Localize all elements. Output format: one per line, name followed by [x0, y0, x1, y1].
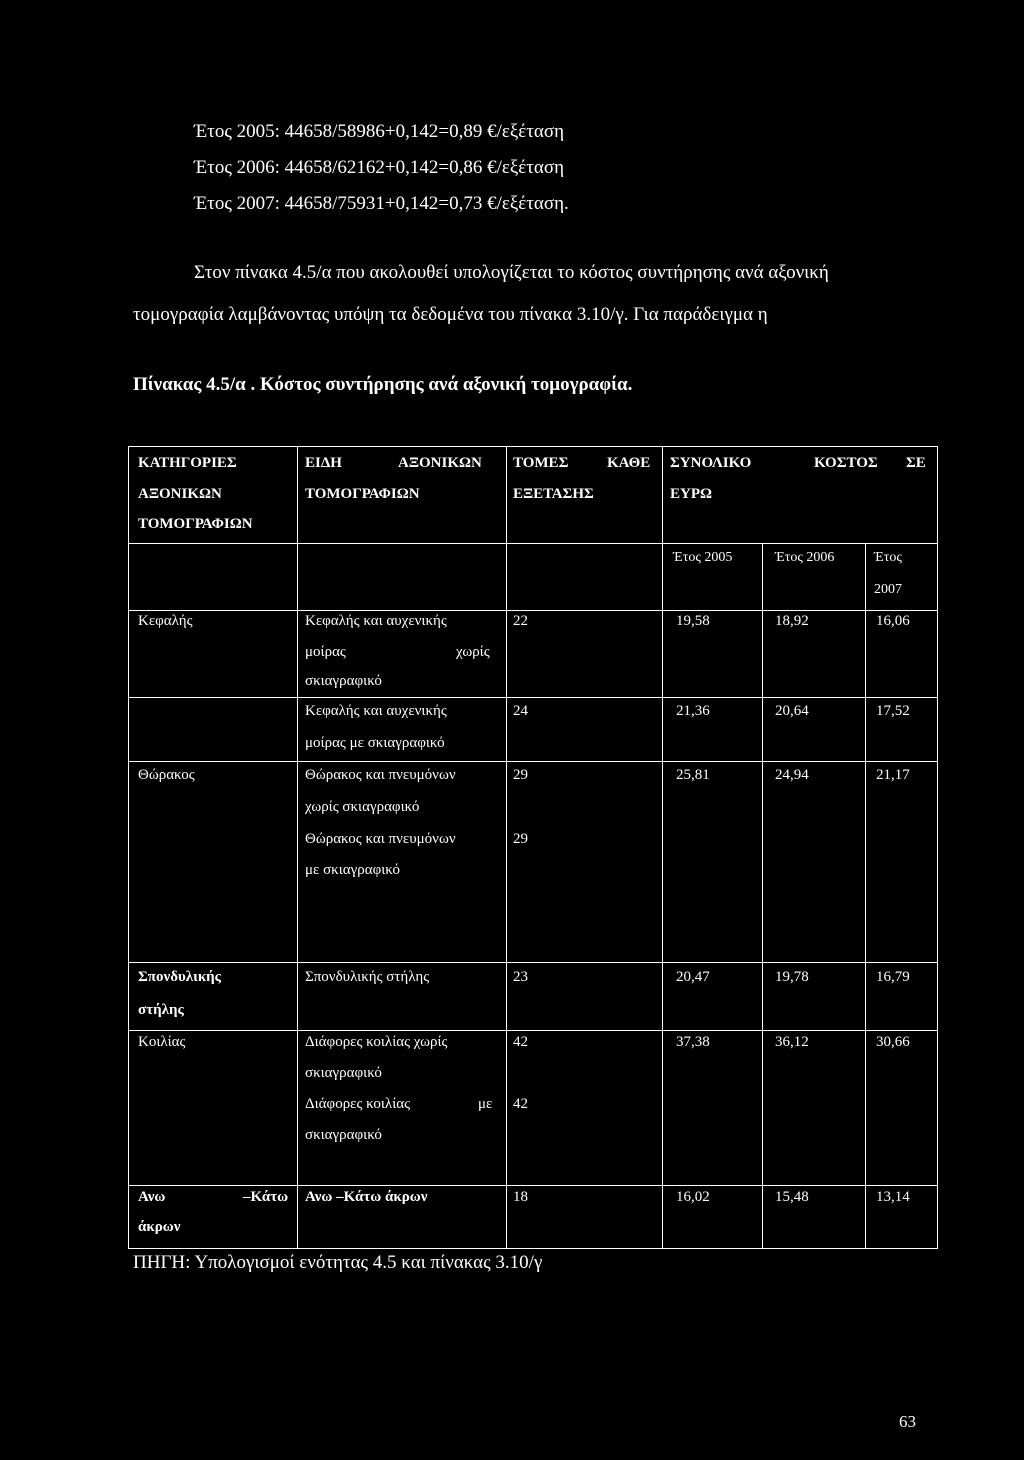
header-types: ΤΟΜΟΓΡΑΦΙΩΝ — [305, 486, 420, 502]
category-cell: –Κάτω — [243, 1189, 289, 1205]
cost-2006-cell: 36,12 — [775, 1034, 809, 1050]
cost-2007-cell: 16,79 — [876, 969, 910, 985]
type-cell: σκιαγραφικό — [305, 1065, 382, 1081]
sections-cell: 23 — [513, 969, 528, 985]
type-cell: σκιαγραφικό — [305, 673, 382, 689]
type-cell: Διάφορες κοιλίας χωρίς — [305, 1034, 448, 1050]
cost-2005-cell: 37,38 — [676, 1034, 710, 1050]
category-cell: Ανω — [138, 1189, 166, 1205]
header-total: ΕΥΡΩ — [670, 486, 713, 502]
intro-line: Έτος 2007: 44658/75931+0,142=0,73 €/εξέταση. — [194, 193, 569, 214]
cost-2006-cell: 19,78 — [775, 969, 809, 985]
type-cell: χωρίς — [456, 644, 490, 660]
header-total: ΣΥΝΟΛΙΚΟ — [670, 455, 752, 471]
header-sections: ΤΟΜΕΣ — [513, 455, 569, 471]
type-cell: Διάφορες κοιλίας — [305, 1096, 411, 1112]
cost-2007-cell: 17,52 — [876, 703, 910, 719]
intro-line: Έτος 2006: 44658/62162+0,142=0,86 €/εξέταση — [194, 157, 565, 178]
cost-2007-cell: 30,66 — [876, 1034, 910, 1050]
category-cell: Κεφαλής — [138, 613, 193, 629]
header-year-2005: Έτος 2005 — [673, 550, 733, 565]
header-types: ΕΙΔΗ — [305, 455, 342, 471]
type-cell: Ανω –Κάτω άκρων — [305, 1189, 428, 1205]
sections-cell: 18 — [513, 1189, 528, 1205]
sections-cell: 29 — [513, 767, 528, 783]
type-cell: χωρίς σκιαγραφικό — [305, 799, 420, 815]
sections-cell: 22 — [513, 613, 528, 629]
cost-2005-cell: 25,81 — [676, 767, 710, 783]
cost-2006-cell: 20,64 — [775, 703, 809, 719]
category-cell: Κοιλίας — [138, 1034, 186, 1050]
type-cell: σκιαγραφικό — [305, 1127, 382, 1143]
type-cell: Θώρακος και πνευμόνων — [305, 767, 456, 783]
header-category: ΑΞΟΝΙΚΩΝ — [138, 486, 222, 502]
cost-2006-cell: 15,48 — [775, 1189, 809, 1205]
header-year-2007: 2007 — [874, 582, 902, 597]
cost-2007-cell: 16,06 — [876, 613, 910, 629]
cost-2007-cell: 21,17 — [876, 767, 910, 783]
header-year-2007: Έτος — [874, 550, 902, 565]
cost-2005-cell: 21,36 — [676, 703, 710, 719]
header-category: ΚΑΤΗΓΟΡΙΕΣ — [138, 455, 237, 471]
type-cell: Κεφαλής και αυχενικής — [305, 613, 447, 629]
header-sections: ΚΑΘΕ — [607, 455, 651, 471]
paragraph-line: τομογραφία λαμβάνοντας υπόψη τα δεδομένα του πίνακα 3.10/γ. Για παράδειγμα η — [133, 304, 768, 325]
category-cell: στήλης — [138, 1002, 184, 1018]
cost-2005-cell: 16,02 — [676, 1189, 710, 1205]
type-cell: Σπονδυλικής στήλης — [305, 969, 430, 985]
sections-cell: 42 — [513, 1096, 528, 1112]
cost-2006-cell: 24,94 — [775, 767, 809, 783]
category-cell: άκρων — [138, 1219, 181, 1235]
table-title: Πίνακας 4.5/α . Κόστος συντήρησης ανά αξονική τομογραφία. — [133, 374, 633, 395]
cost-2007-cell: 13,14 — [876, 1189, 910, 1205]
type-cell: Κεφαλής και αυχενικής — [305, 703, 447, 719]
header-total: ΚΟΣΤΟΣ — [814, 455, 878, 471]
paragraph-line: Στον πίνακα 4.5/α που ακολουθεί υπολογίζεται το κόστος συντήρησης ανά αξονική — [194, 262, 829, 283]
type-cell: Θώρακος και πνευμόνων — [305, 831, 456, 847]
category-cell: Σπονδυλικής — [138, 969, 221, 985]
page-number: 63 — [899, 1412, 916, 1431]
type-cell: με — [478, 1096, 493, 1112]
intro-line: Έτος 2005: 44658/58986+0,142=0,89 €/εξέταση — [194, 121, 565, 142]
cost-2005-cell: 20,47 — [676, 969, 710, 985]
sections-cell: 42 — [513, 1034, 528, 1050]
sections-cell: 24 — [513, 703, 528, 719]
header-sections: ΕΞΕΤΑΣΗΣ — [513, 486, 594, 502]
table-source: ΠΗΓΗ: Υπολογισμοί ενότητας 4.5 και πίνακας 3.10/γ — [133, 1252, 543, 1273]
header-year-2006: Έτος 2006 — [775, 550, 835, 565]
sections-cell: 29 — [513, 831, 528, 847]
category-cell: Θώρακος — [138, 767, 195, 783]
header-types: ΑΞΟΝΙΚΩΝ — [398, 455, 482, 471]
type-cell: μοίρας — [305, 644, 346, 660]
cost-2005-cell: 19,58 — [676, 613, 710, 629]
cost-2006-cell: 18,92 — [775, 613, 809, 629]
header-category: ΤΟΜΟΓΡΑΦΙΩΝ — [138, 516, 253, 532]
type-cell: με σκιαγραφικό — [305, 862, 401, 878]
header-total: ΣΕ — [906, 455, 926, 471]
type-cell: μοίρας με σκιαγραφικό — [305, 735, 445, 751]
